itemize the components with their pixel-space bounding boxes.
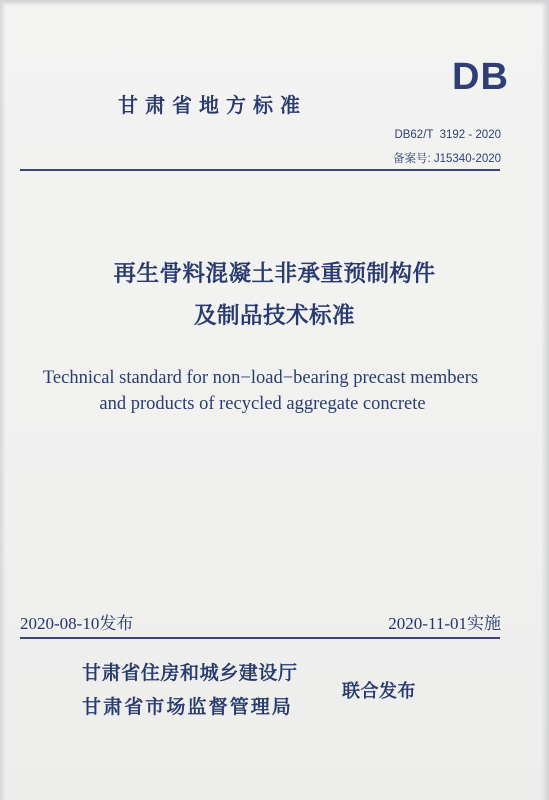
joint-release-label: 联合发布 <box>342 681 416 702</box>
title-english-line-1: Technical standard for non−load−bearing precast members <box>42 368 479 388</box>
paper-edge-right <box>541 0 549 800</box>
issue-date: 2020-08-10发布 <box>20 614 134 633</box>
footer-divider <box>20 637 500 639</box>
title-english-line-2: and products of recycled aggregate concrete <box>99 394 426 414</box>
paper-edge-top <box>0 0 549 6</box>
title-chinese-line-2: 及制品技术标准 <box>193 303 355 329</box>
db-mark: DB <box>452 56 509 98</box>
record-number: 备案号: J15340-2020 <box>392 153 501 165</box>
standard-type: 甘肃省地方标准 <box>118 93 307 117</box>
issuer-market-supervision-bureau: 甘肃省市场监督管理局 <box>82 696 294 718</box>
header-divider <box>20 169 500 171</box>
implementation-date: 2020-11-01实施 <box>388 614 501 633</box>
issuer-housing-department: 甘肃省住房和城乡建设厅 <box>82 662 298 684</box>
title-chinese-line-1: 再生骨料混凝土非承重预制构件 <box>113 261 436 287</box>
standard-code: DB62/T 3192 - 2020 <box>394 129 501 141</box>
